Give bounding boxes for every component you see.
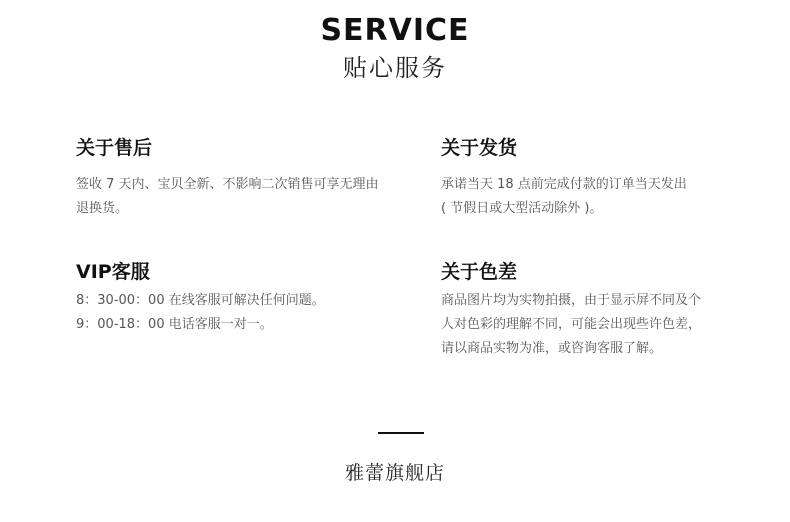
vip-service-title: VIP客服: [76, 261, 150, 283]
divider-line: [378, 432, 424, 434]
shipping-title: 关于发货: [441, 137, 518, 159]
color-difference-block: [441, 260, 771, 361]
color-difference-line-1: 商品图片均为实物拍摄，由于显示屏不同及个: [441, 293, 702, 308]
after-sales-block: [76, 136, 406, 221]
color-difference-line-2: 人对色彩的理解不同，可能会出现些许色差，: [441, 317, 702, 332]
shipping-line-2: ( 节假日或大型活动除外 )。: [441, 201, 603, 216]
vip-service-block: [76, 260, 406, 337]
after-sales-text: [76, 173, 406, 221]
after-sales-line-2: 退换货。: [76, 201, 129, 216]
store-name: 雅蕾旗舰店: [344, 462, 445, 484]
vip-service-line-2: 9：00-18：00 电话客服一对一。: [76, 317, 273, 332]
vip-service-line-1: 8：30-00：00 在线客服可解决任何问题。: [76, 293, 325, 308]
after-sales-title: 关于售后: [76, 137, 153, 159]
color-difference-text: [441, 289, 771, 361]
shipping-block: [441, 136, 771, 221]
vip-service-text: [76, 289, 406, 337]
shipping-text: [441, 173, 771, 221]
section-title-en: SERVICE: [320, 13, 470, 48]
shipping-line-1: 承诺当天 18 点前完成付款的订单当天发出: [441, 177, 687, 192]
color-difference-line-3: 请以商品实物为准，或咨询客服了解。: [441, 341, 663, 356]
section-title-cn: 贴心服务: [343, 54, 447, 82]
after-sales-line-1: 签收 7 天内、宝贝全新、不影响二次销售可享无理由: [76, 177, 379, 192]
color-difference-title: 关于色差: [441, 261, 518, 283]
